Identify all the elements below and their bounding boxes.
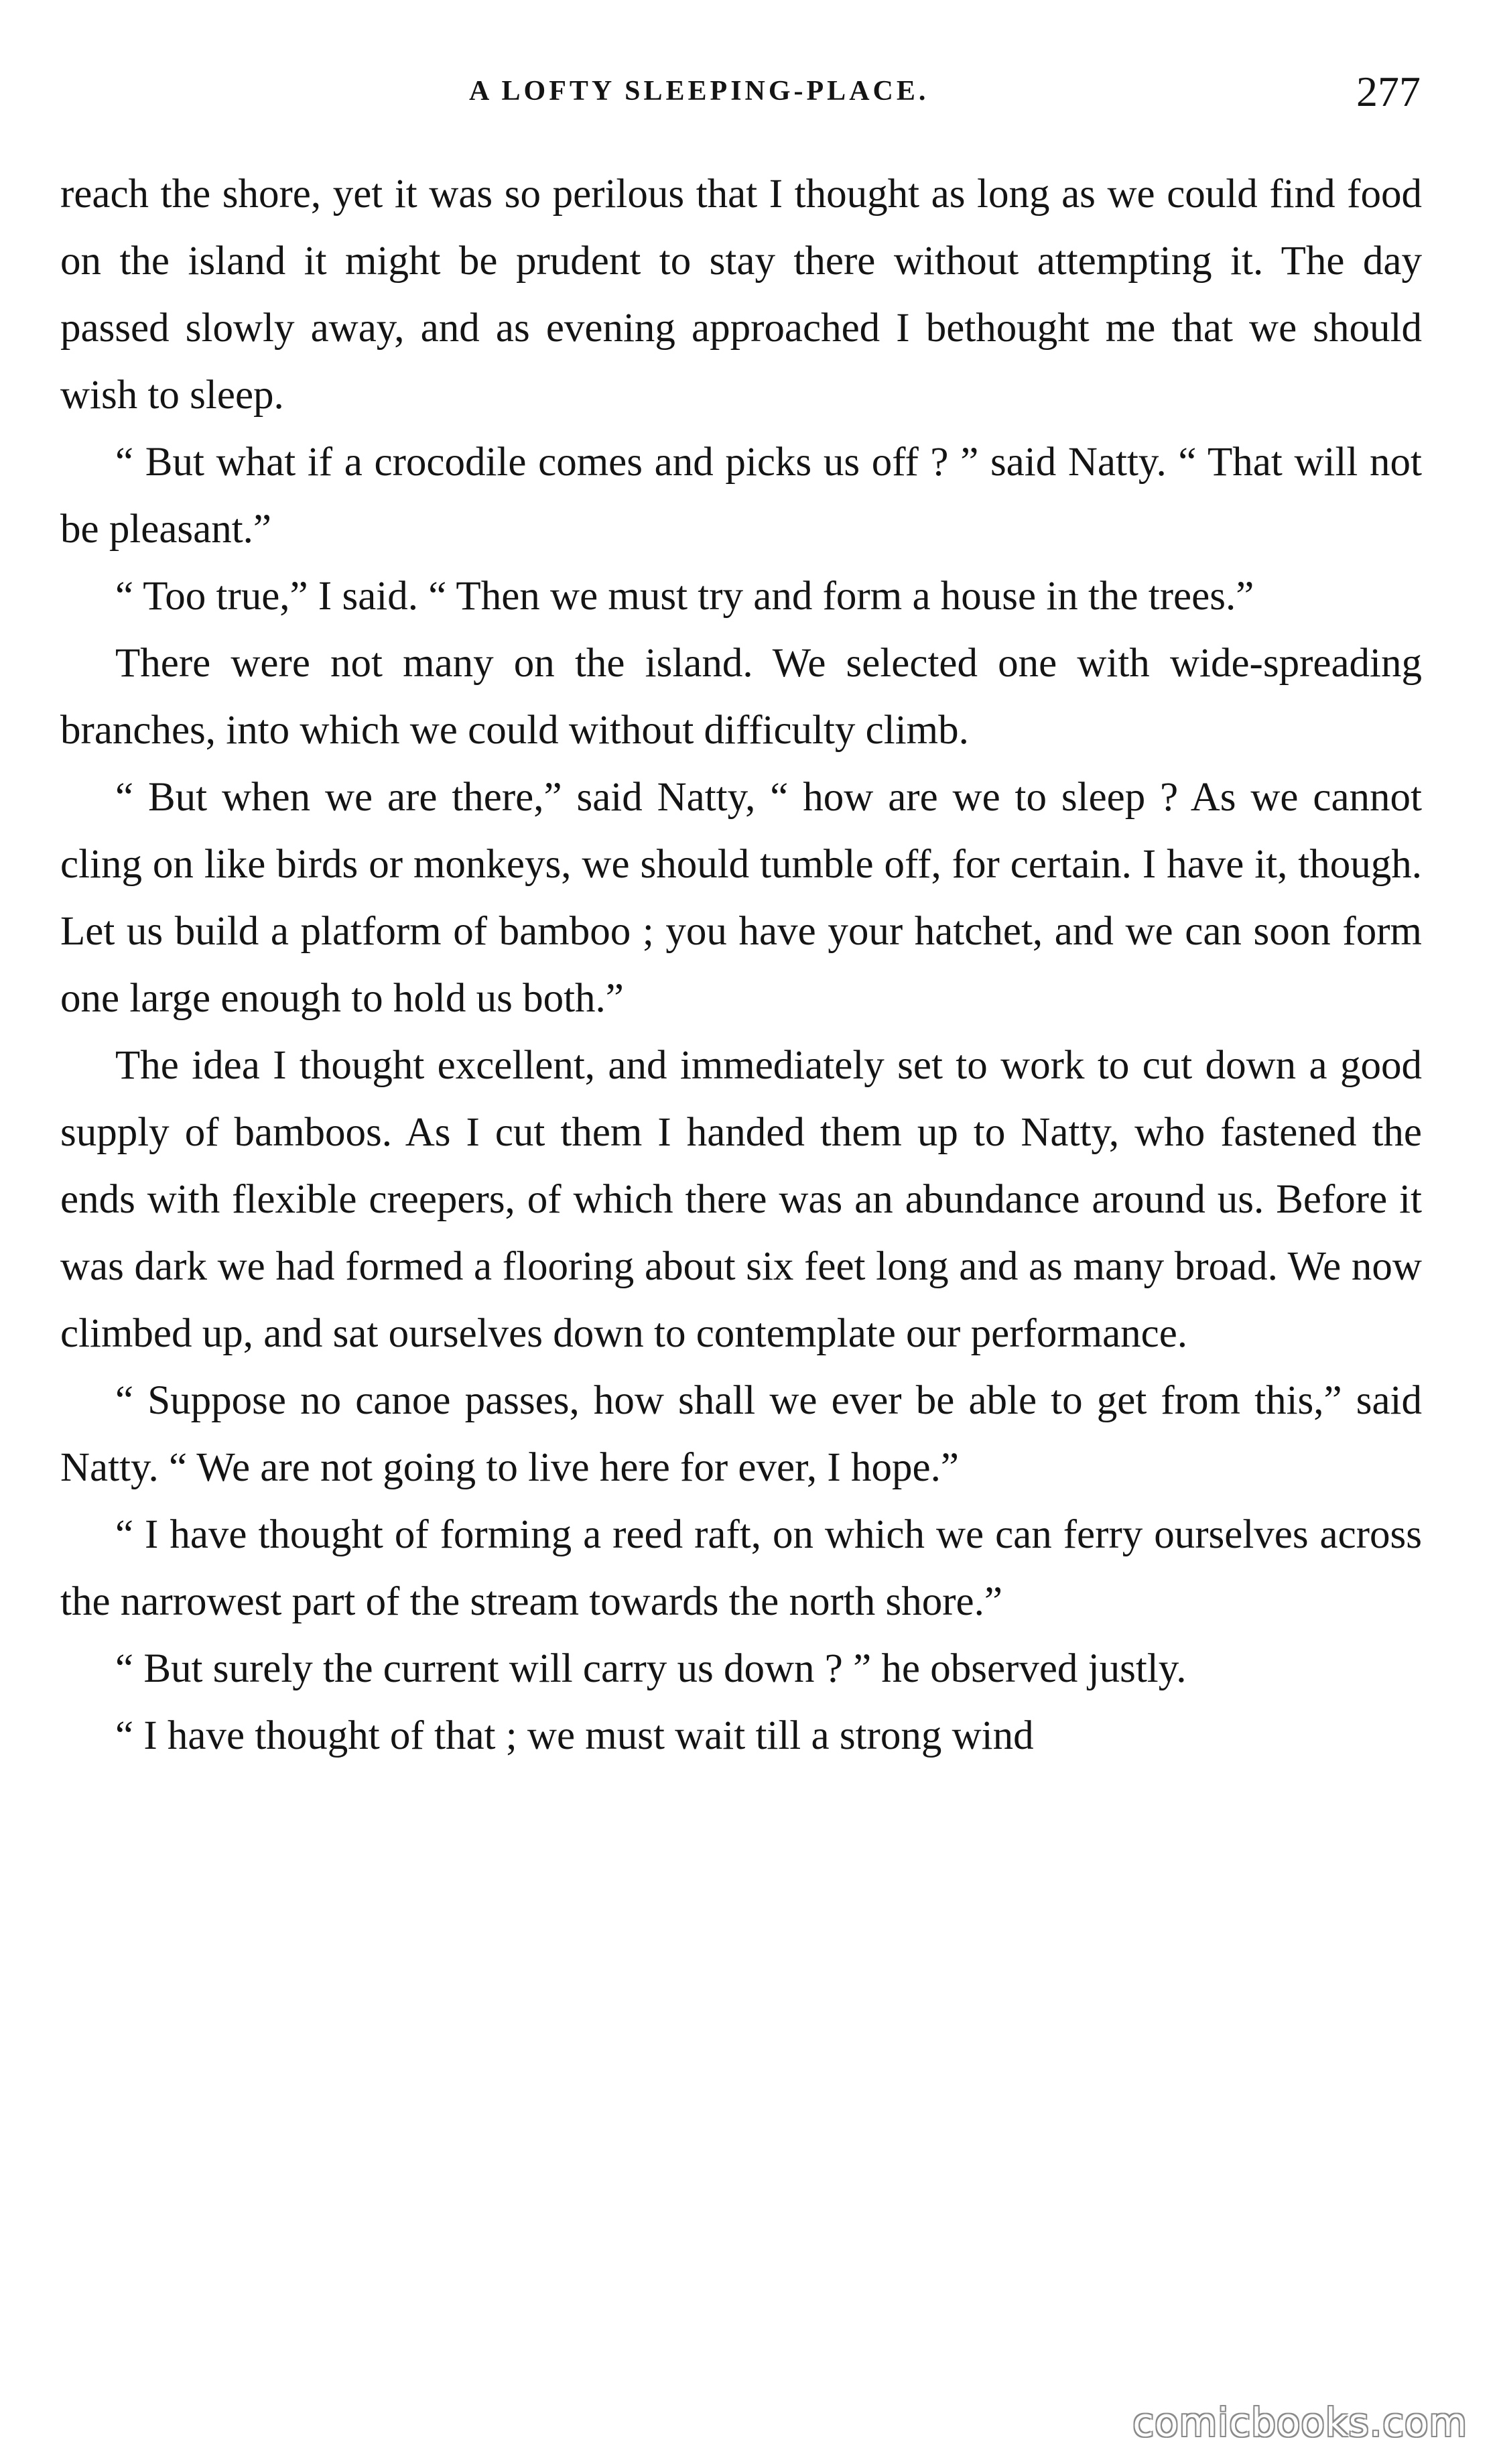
page-number: 277	[1356, 68, 1421, 115]
running-head	[0, 67, 1501, 127]
body-text	[60, 161, 1422, 1770]
paragraph-7: “ Suppose no canoe passes, how shall we ever be able to get from this,” said Natty. “ We are not going to live here for ever, I hope.”	[60, 1378, 1422, 1490]
paragraph-3: “ Too true,” I said. “ Then we must try and form a house in the trees.”	[115, 574, 1254, 619]
paragraph-4: There were not many on the island. We selected one with wide-spreading branches, into which we could without difficulty climb.	[60, 641, 1422, 753]
watermark-logo: comicbooks.com	[1132, 2400, 1467, 2445]
paragraph-5: “ But when we are there,” said Natty, “ how are we to sleep ? As we cannot cling on like birds or monkeys, we should tumble off, for certain. I have it, though. Let us build a platform of bamboo ; you have your hatchet, and we can soon form one large enough to hold us both.”	[60, 775, 1422, 1021]
chapter-running-title: A LOFTY SLEEPING-PLACE.	[469, 76, 929, 107]
paragraph-1: reach the shore, yet it was so perilous that I thought as long as we could find food on the island it might be prudent to stay there without attempting it. The day passed slowly away, and as evening approached I bethought me that we should wish to sleep.	[60, 172, 1422, 418]
paragraph-9: “ But surely the current will carry us down ? ” he observed justly.	[115, 1646, 1187, 1691]
paragraph-6: The idea I thought excellent, and immediately set to work to cut down a good supply of bamboos. As I cut them I handed them up to Natty, who fastened the ends with flexible creepers, of which there was an abundance around us. Before it was dark we had formed a flooring about six feet long and as many broad. We now climbed up, and sat ourselves down to contemplate our performance.	[60, 1043, 1422, 1356]
paragraph-10: “ I have thought of that ; we must wait till a strong wind	[115, 1713, 1034, 1758]
paragraph-8: “ I have thought of forming a reed raft, on which we can ferry ourselves across the narrowest part of the stream towards the north shore.”	[60, 1512, 1422, 1624]
paragraph-2: “ But what if a crocodile comes and picks us off ? ” said Natty. “ That will not be pleasant.”	[60, 440, 1422, 552]
